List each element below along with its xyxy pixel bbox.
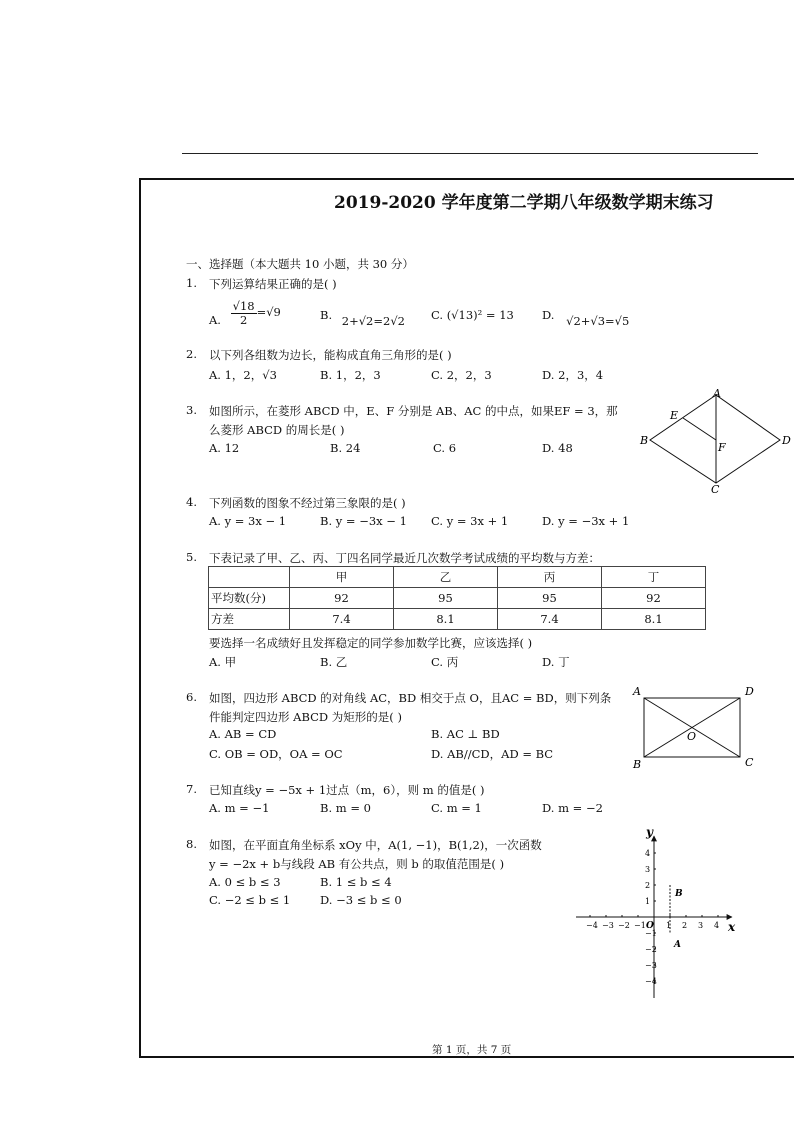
q7-option-a[interactable]: A. m = −1 — [209, 801, 270, 815]
y-tick-label: 2 — [645, 881, 651, 890]
x-tick-label: 4 — [714, 921, 720, 930]
table-row — [209, 588, 706, 609]
header-rule — [182, 153, 758, 154]
q7-option-b[interactable]: B. m = 0 — [320, 801, 371, 815]
q3-option-a[interactable]: A. 12 — [209, 441, 240, 455]
y-tick-label: −1 — [645, 929, 657, 938]
x-tick-label: 2 — [682, 921, 688, 930]
x-tick-label: −4 — [586, 921, 598, 930]
q4-option-a[interactable]: A. y = 3x − 1 — [209, 514, 287, 528]
table-row — [209, 609, 706, 630]
label-b: B — [633, 758, 642, 771]
q3-stem-line1: 如图所示，在菱形 ABCD 中，E、F 分别是 AB、AC 的中点，如果EF = 3，那 — [209, 404, 618, 418]
q7-number: 7. — [186, 782, 197, 796]
q4-option-b[interactable]: B. y = −3x − 1 — [320, 514, 407, 528]
q1-d-expression: √2+√3=√5 — [566, 314, 630, 328]
y-tick-label: −4 — [645, 977, 657, 986]
q1-option-b[interactable] — [320, 308, 405, 328]
label-a: A — [713, 387, 721, 400]
q1-option-b-label: B. — [320, 308, 333, 322]
q1-a-denominator: 2 — [239, 312, 248, 327]
point-a-label: A — [674, 940, 681, 950]
label-d: D — [782, 434, 791, 447]
q4-option-c[interactable]: C. y = 3x + 1 — [431, 514, 509, 528]
segment-ef — [683, 418, 716, 440]
label-a: A — [633, 685, 641, 698]
q1-option-d-label: D. — [542, 308, 555, 322]
y-tick-label: 1 — [645, 897, 651, 906]
table-cell: 丁 — [602, 567, 706, 588]
y-tick-label: 4 — [645, 849, 651, 858]
q7-stem: 已知直线y = −5x + 1过点（m，6），则 m 的值是( ) — [209, 783, 485, 797]
x-tick-label: −3 — [602, 921, 614, 930]
table-cell: 7.4 — [498, 609, 602, 630]
q1-option-c[interactable]: C. (√13)² = 13 — [431, 308, 514, 322]
q2-option-d[interactable]: D. 2，3，4 — [542, 368, 604, 382]
q8-option-d[interactable]: D. −3 ≤ b ≤ 0 — [320, 893, 402, 907]
q5-stem-line2: 要选择一名成绩好且发挥稳定的同学参加数学比赛，应该选择( ) — [209, 636, 533, 650]
x-axis-label: x — [728, 920, 736, 934]
q4-option-d[interactable]: D. y = −3x + 1 — [542, 514, 630, 528]
q3-number: 3. — [186, 403, 197, 417]
q6-option-a[interactable]: A. AB = CD — [209, 727, 277, 741]
table-cell — [209, 567, 290, 588]
section-heading: 一、选择题（本大题共 10 小题，共 30 分） — [186, 257, 414, 271]
q5-stem: 下表记录了甲、乙、丙、丁四名同学最近几次数学考试成绩的平均数与方差： — [209, 551, 600, 565]
q5-option-c[interactable]: C. 丙 — [431, 655, 459, 669]
q1-option-a-fraction — [231, 300, 257, 326]
q8-option-b[interactable]: B. 1 ≤ b ≤ 4 — [320, 875, 392, 889]
q1-number: 1. — [186, 276, 197, 290]
x-tick-label: 1 — [666, 921, 672, 930]
x-tick-label: 3 — [698, 921, 704, 930]
label-d: D — [745, 685, 754, 698]
q6-stem-line2: 件能判定四边形 ABCD 为矩形的是( ) — [209, 710, 402, 724]
q1-b-expression: 2+√2=2√2 — [341, 314, 405, 328]
y-tick-label: −2 — [645, 945, 657, 954]
q8-option-a[interactable]: A. 0 ≤ b ≤ 3 — [209, 875, 281, 889]
table-cell: 平均数(分) — [209, 588, 290, 609]
q5-option-a[interactable]: A. 甲 — [209, 655, 237, 669]
q2-option-c[interactable]: C. 2，2，3 — [431, 368, 492, 382]
point-b-label: B — [675, 889, 683, 899]
q5-score-table — [208, 566, 706, 630]
table-cell: 95 — [498, 588, 602, 609]
q8-number: 8. — [186, 837, 197, 851]
x-tick-label: −1 — [634, 921, 646, 930]
q8-stem-line2: y = −2x + b与线段 AB 有公共点，则 b 的取值范围是( ) — [209, 857, 505, 871]
q1-option-d[interactable] — [542, 308, 630, 328]
q1-stem: 下列运算结果正确的是( ) — [209, 277, 337, 291]
q3-stem-line2: 么菱形 ABCD 的周长是( ) — [209, 423, 345, 437]
q6-option-d[interactable]: D. AB//CD，AD = BC — [431, 747, 554, 761]
table-cell: 92 — [290, 588, 394, 609]
table-cell: 95 — [394, 588, 498, 609]
table-cell: 丙 — [498, 567, 602, 588]
q6-option-b[interactable]: B. AC ⊥ BD — [431, 727, 500, 741]
page-footer: 第 1 页，共 7 页 — [432, 1044, 512, 1056]
q3-rhombus-figure — [638, 385, 794, 495]
q6-number: 6. — [186, 690, 197, 704]
table-header-row — [209, 567, 706, 588]
label-c: C — [711, 483, 720, 495]
q7-option-d[interactable]: D. m = −2 — [542, 801, 603, 815]
q3-option-d[interactable]: D. 48 — [542, 441, 573, 455]
table-cell: 8.1 — [394, 609, 498, 630]
label-f: F — [718, 441, 726, 454]
table-cell: 方差 — [209, 609, 290, 630]
q7-option-c[interactable]: C. m = 1 — [431, 801, 482, 815]
y-tick-label: −3 — [645, 961, 657, 970]
q5-option-b[interactable]: B. 乙 — [320, 655, 348, 669]
table-cell: 8.1 — [602, 609, 706, 630]
q2-number: 2. — [186, 347, 197, 361]
label-o: O — [687, 730, 697, 743]
q4-number: 4. — [186, 495, 197, 509]
q3-option-c[interactable]: C. 6 — [433, 441, 457, 455]
label-b: B — [640, 434, 649, 447]
q4-stem: 下列函数的图象不经过第三象限的是( ) — [209, 496, 406, 510]
q1-a-rest: =√9 — [256, 305, 281, 320]
q5-option-d[interactable]: D. 丁 — [542, 655, 570, 669]
q1-option-a[interactable] — [209, 300, 281, 326]
x-tick-label: −2 — [618, 921, 630, 930]
q2-option-b[interactable]: B. 1，2，3 — [320, 368, 381, 382]
q2-option-a[interactable]: A. 1，2，√3 — [209, 368, 277, 382]
origin-label: O — [646, 921, 654, 931]
y-axis-label: y — [646, 825, 653, 839]
q8-option-c[interactable]: C. −2 ≤ b ≤ 1 — [209, 893, 291, 907]
q6-rectangle-figure — [628, 682, 758, 772]
q1-option-a-label: A. — [209, 313, 221, 328]
y-tick-label: 3 — [645, 865, 651, 874]
q2-stem: 以下列各组数为边长，能构成直角三角形的是( ) — [209, 348, 452, 362]
q8-stem-line1: 如图，在平面直角坐标系 xOy 中，A(1, −1)，B(1,2)，一次函数 — [209, 838, 542, 852]
q5-number: 5. — [186, 550, 197, 564]
table-cell: 甲 — [290, 567, 394, 588]
table-cell: 92 — [602, 588, 706, 609]
q6-option-c[interactable]: C. OB = OD，OA = OC — [209, 747, 343, 761]
q8-coordinate-figure — [570, 820, 750, 1000]
q1-a-numerator: √18 — [232, 299, 255, 313]
table-cell: 7.4 — [290, 609, 394, 630]
q6-stem-line1: 如图，四边形 ABCD 的对角线 AC，BD 相交于点 O，且AC = BD，则下列条 — [209, 691, 612, 705]
page-title: 2019-2020 学年度第二学期八年级数学期末练习 — [334, 193, 714, 213]
label-e: E — [670, 409, 679, 422]
label-c: C — [745, 756, 754, 769]
q3-option-b[interactable]: B. 24 — [330, 441, 361, 455]
table-cell: 乙 — [394, 567, 498, 588]
